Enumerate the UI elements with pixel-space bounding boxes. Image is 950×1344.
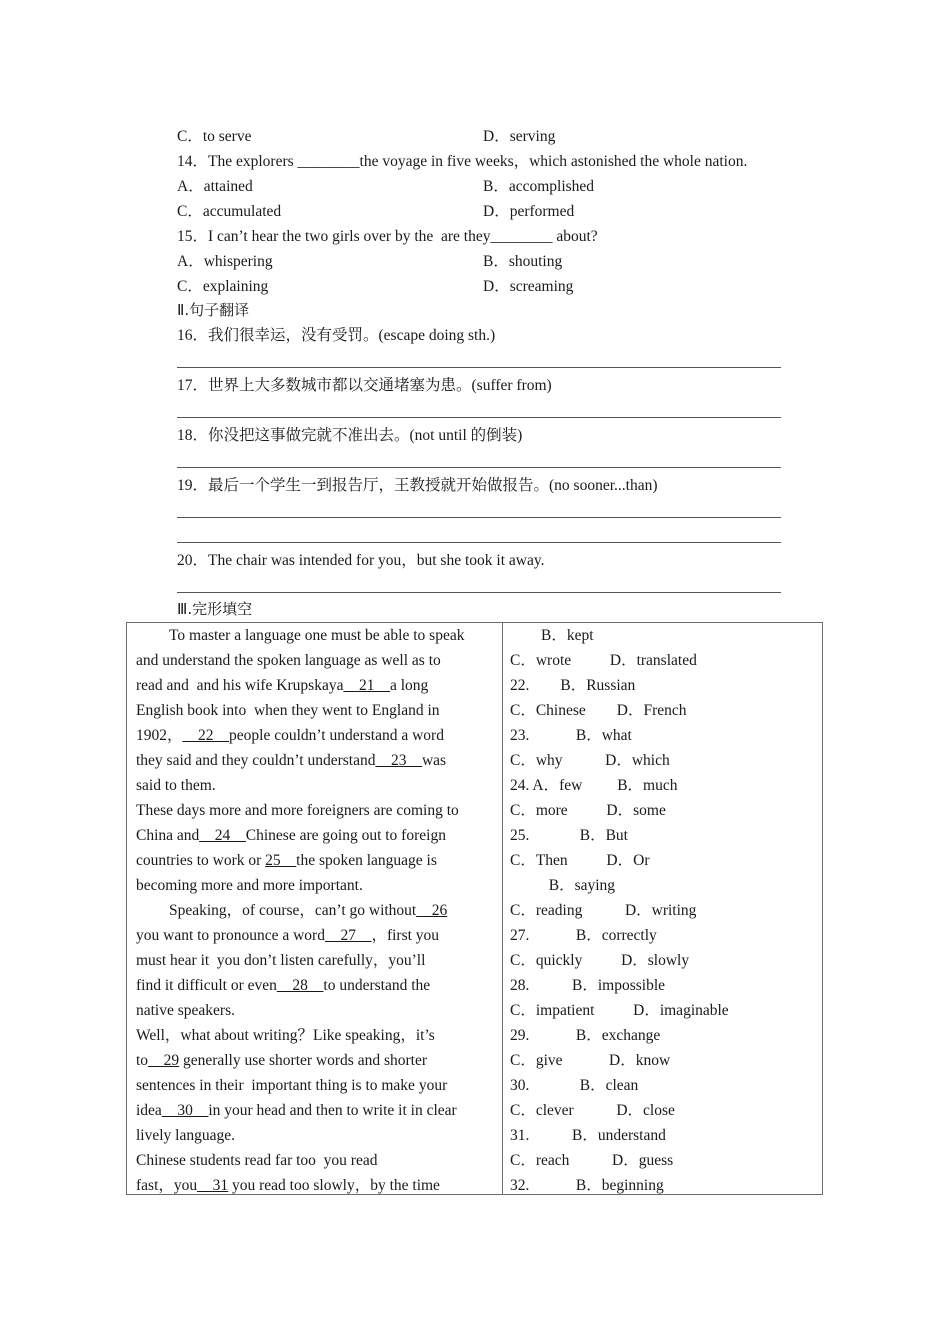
answer-line-18[interactable] (177, 467, 781, 468)
option-line: C．why D．which (510, 752, 670, 769)
passage-line (136, 848, 496, 873)
passage-text: China and (136, 827, 200, 844)
passage-line (136, 973, 496, 998)
q15-option-d: D．screaming (483, 278, 574, 295)
cloze-options (510, 623, 810, 1198)
passage-text: find it difficult or even (136, 977, 277, 994)
answer-line-17[interactable] (177, 417, 781, 418)
passage-line (136, 998, 496, 1023)
section-heading-cloze: Ⅲ.完形填空 (177, 600, 253, 618)
option-line: C．Chinese D．French (510, 702, 687, 719)
passage-line (136, 698, 496, 723)
q15-option-a: A．whispering (177, 253, 273, 270)
passage-line (136, 873, 496, 898)
option-line: C．reach D．guess (510, 1152, 674, 1169)
cloze-blank[interactable]: __30__ (161, 1102, 209, 1119)
passage-text: sentences in their important thing is to make your (136, 1077, 448, 1094)
passage-text: native speakers. (136, 1002, 235, 1019)
q14-option-d: D．performed (483, 203, 575, 220)
passage-text: to (136, 1052, 149, 1069)
passage-text: said to them. (136, 777, 216, 794)
option-line: C．wrote D．translated (510, 652, 697, 669)
passage-text: 1902， (136, 727, 183, 744)
cloze-blank[interactable]: __27__ (324, 927, 372, 944)
answer-line-20[interactable] (177, 592, 781, 593)
passage-text: people couldn’t understand a word (229, 727, 444, 744)
passage-line (136, 648, 496, 673)
cloze-blank[interactable]: __29 (148, 1052, 180, 1069)
passage-line (136, 1173, 496, 1198)
passage-line (136, 748, 496, 773)
passage-text: you want to pronounce a word (136, 927, 325, 944)
passage-line (136, 923, 496, 948)
passage-text: Chinese students read far too you read (136, 1152, 378, 1169)
option-line: C．clever D．close (510, 1102, 675, 1119)
cloze-blank[interactable]: __22__ (182, 727, 230, 744)
q14-option-c: C．accumulated (177, 203, 282, 220)
passage-line (136, 773, 496, 798)
option-line: C．impatient D．imaginable (510, 1002, 729, 1019)
option-line: 29. B．exchange (510, 1027, 661, 1044)
passage-text: generally use shorter words and shorter (179, 1052, 427, 1069)
passage-text: lively language. (136, 1127, 235, 1144)
cloze-table (126, 622, 823, 1195)
option-line: 27. B．correctly (510, 927, 657, 944)
passage-text: countries to work or (136, 852, 266, 869)
option-line: 31. B．understand (510, 1127, 666, 1144)
q13-option-d: D．serving (483, 128, 556, 145)
option-line: C．reading D．writing (510, 902, 697, 919)
passage-text: was (421, 752, 447, 769)
cloze-blank[interactable]: __23__ (375, 752, 422, 769)
option-line: C．give D．know (510, 1052, 671, 1069)
cloze-blank[interactable]: __24__ (199, 827, 246, 844)
passage-text: Speaking，of course，can’t go without (169, 902, 417, 919)
q15-option-b: B．shouting (483, 253, 563, 270)
passage-text: you read too slowly，by the time (228, 1177, 440, 1194)
q13-option-c: C．to serve (177, 128, 252, 145)
translation-item-16: 16．我们很幸运，没有受罚。(escape doing sth.) (177, 327, 496, 344)
cloze-blank[interactable]: __28__ (276, 977, 324, 994)
answer-line-16[interactable] (177, 367, 781, 368)
passage-text: read and and his wife Krupskaya (136, 677, 344, 694)
cloze-blank[interactable]: __31 (197, 1177, 229, 1194)
passage-line (136, 1123, 496, 1148)
passage-text: idea (136, 1102, 162, 1119)
passage-line (136, 823, 496, 848)
passage-text: ，first you (371, 927, 440, 944)
option-line: C．quickly D．slowly (510, 952, 690, 969)
option-line: 22. B．Russian (510, 677, 636, 694)
passage-text: in your head and then to write it in clear (208, 1102, 457, 1119)
passage-text: These days more and more foreigners are coming to (136, 802, 459, 819)
option-line: 23. B．what (510, 727, 632, 744)
passage-text: the spoken language is (296, 852, 437, 869)
translation-item-18: 18．你没把这事做完就不准出去。(not until 的倒装) (177, 427, 523, 444)
cloze-blank[interactable]: __26 (416, 902, 448, 919)
translation-item-19: 19．最后一个学生一到报告厅，王教授就开始做报告。(no sooner...than) (177, 477, 658, 494)
q14-stem: 14．The explorers ________the voyage in five weeks，which astonished the whole nation. (177, 153, 748, 170)
passage-text: they said and they couldn’t understand (136, 752, 376, 769)
column-divider (502, 623, 503, 1194)
passage-line (136, 948, 496, 973)
passage-line (136, 623, 496, 648)
translation-item-20: 20．The chair was intended for you，but she took it away. (177, 552, 545, 569)
answer-line-19a[interactable] (177, 517, 781, 518)
passage-line (136, 1098, 496, 1123)
option-line: 28. B．impossible (510, 977, 666, 994)
passage-text: English book into when they went to England in (136, 702, 440, 719)
passage-line (136, 1048, 496, 1073)
passage-text: must hear it you don’t listen carefully，you’ll (136, 952, 426, 969)
option-line: 30. B．clean (510, 1077, 639, 1094)
passage-line (136, 798, 496, 823)
passage-text: to understand the (323, 977, 431, 994)
passage-line (136, 673, 496, 698)
cloze-passage (136, 623, 496, 1198)
translation-item-17: 17．世界上大多数城市都以交通堵塞为患。(suffer from) (177, 377, 552, 394)
option-line: C．Then D．Or (510, 852, 650, 869)
q15-option-c: C．explaining (177, 278, 269, 295)
passage-text: a long (389, 677, 429, 694)
option-line: C．more D．some (510, 802, 666, 819)
cloze-blank[interactable]: 25__ (265, 852, 297, 869)
passage-line (136, 1073, 496, 1098)
passage-line (136, 723, 496, 748)
passage-line (136, 1148, 496, 1173)
cloze-blank[interactable]: __21__ (343, 677, 390, 694)
passage-text: Chinese are going out to foreign (245, 827, 446, 844)
passage-text: becoming more and more important. (136, 877, 363, 894)
answer-line-19b[interactable] (177, 542, 781, 543)
passage-text: fast，you (136, 1177, 198, 1194)
passage-line (136, 1023, 496, 1048)
option-line: B．kept (510, 627, 594, 644)
passage-line (136, 898, 496, 923)
q15-stem: 15．I can’t hear the two girls over by the are they________ about? (177, 228, 598, 245)
section-heading-translation: Ⅱ.句子翻译 (177, 301, 250, 319)
option-line: 25. B．But (510, 827, 628, 844)
q14-option-a: A．attained (177, 178, 253, 195)
passage-text: Well，what about writing？Like speaking，it’s (136, 1027, 435, 1044)
option-line: 24. A．few B．much (510, 777, 678, 794)
option-line: 32. B．beginning (510, 1177, 664, 1194)
q14-option-b: B．accomplished (483, 178, 595, 195)
option-line: B．saying (510, 877, 616, 894)
passage-text: To master a language one must be able to speak (169, 627, 465, 644)
passage-text: and understand the spoken language as well as to (136, 652, 441, 669)
